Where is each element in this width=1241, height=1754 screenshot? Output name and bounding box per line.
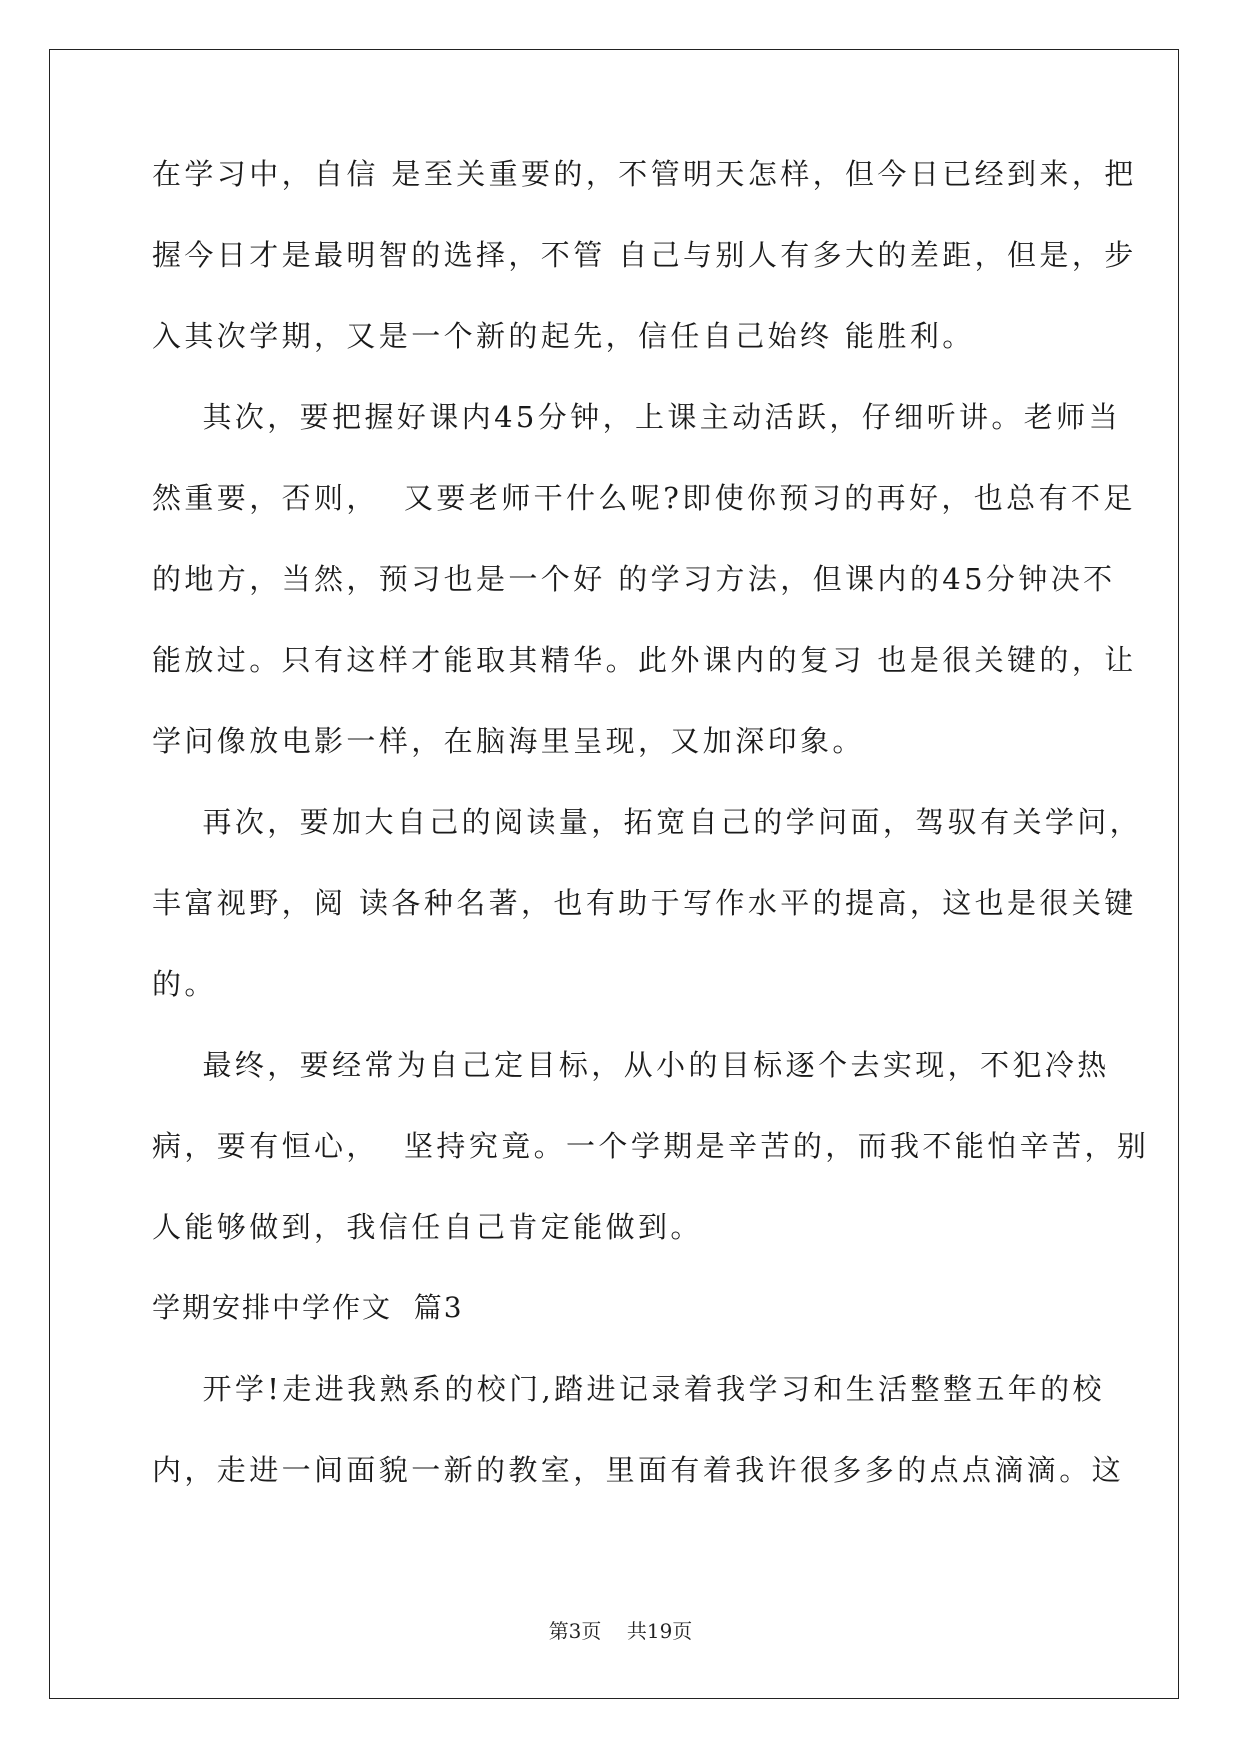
text-line: 病，要有恒心， 坚持究竟。一个学期是辛苦的，而我不能怕辛苦，别 <box>152 1129 1150 1163</box>
text-line: 人能够做到，我信任自己肯定能做到。 <box>152 1210 703 1244</box>
text-line: 内，走进一间面貌一新的教室，里面有着我许很多多的点点滴滴。这 <box>152 1453 1125 1487</box>
text-line: 能放过。只有这样才能取其精华。此外课内的复习 也是很关键的，让 <box>152 643 1137 677</box>
text-line: 然重要，否则， 又要老师干什么呢?即使你预习的再好，也总有不足 <box>152 481 1136 515</box>
text-line: 学问像放电影一样，在脑海里呈现，又加深印象。 <box>152 724 865 758</box>
text-line: 在学习中，自信 是至关重要的，不管明天怎样，但今日已经到来，把 <box>152 157 1137 191</box>
text-line: 入其次学期，又是一个新的起先，信任自己始终 能胜利。 <box>152 319 975 353</box>
text-line: 握今日才是最明智的选择，不管 自己与别人有多大的差距，但是，步 <box>152 238 1137 272</box>
text-line: 再次，要加大自己的阅读量，拓宽自己的学问面，驾驭有关学问， <box>152 805 1143 839</box>
text-line: 丰富视野，阅 读各种名著，也有助于写作水平的提高，这也是很关键 <box>152 886 1137 920</box>
document-body <box>152 157 1150 1537</box>
text-line: 的。 <box>152 967 217 1001</box>
text-line: 开学!走进我熟系的校门,踏进记录着我学习和生活整整五年的校 <box>152 1372 1105 1406</box>
text-line: 其次，要把握好课内45分钟，上课主动活跃，仔细听讲。老师当 <box>152 400 1121 434</box>
section-heading: 学期安排中学作文 篇3 <box>152 1291 464 1324</box>
text-line: 的地方，当然，预习也是一个好 的学习方法，但课内的45分钟决不 <box>152 562 1116 596</box>
text-line: 最终，要经常为自己定目标，从小的目标逐个去实现，不犯冷热 <box>152 1048 1110 1082</box>
page-number-footer: 第3页 共19页 <box>548 1619 693 1643</box>
